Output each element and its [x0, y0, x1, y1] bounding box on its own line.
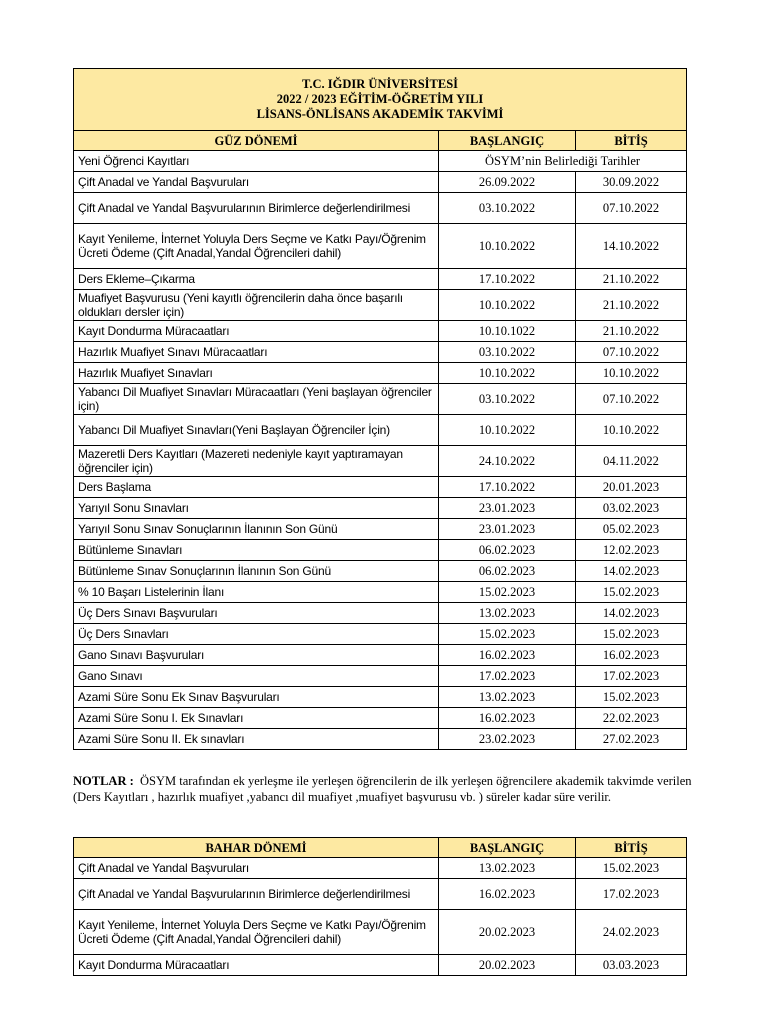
end-header: BİTİŞ	[576, 131, 687, 151]
title-row	[74, 69, 687, 131]
event-label: Yabancı Dil Muafiyet Sınavları Müracaatları (Yeni başlayan öğrenciler için)	[74, 384, 439, 415]
table-row	[74, 342, 687, 363]
start-date: 13.02.2023	[439, 687, 576, 708]
start-date: 17.02.2023	[439, 666, 576, 687]
table-row	[74, 415, 687, 446]
table-row	[74, 955, 687, 976]
event-label: Üç Ders Sınavı Başvuruları	[74, 603, 439, 624]
table-row	[74, 224, 687, 269]
event-label: Kayıt Yenileme, İnternet Yoluyla Ders Seçme ve Katkı Payı/Öğrenim Ücreti Ödeme (Çift Anadal,Yandal Öğrencileri dahil)	[74, 910, 439, 955]
end-date: 15.02.2023	[576, 858, 687, 879]
table-row	[74, 446, 687, 477]
start-date: 16.02.2023	[439, 879, 576, 910]
notes-label: NOTLAR :	[73, 774, 134, 788]
start-date: 15.02.2023	[439, 582, 576, 603]
start-date: 13.02.2023	[439, 858, 576, 879]
start-date: 23.01.2023	[439, 498, 576, 519]
event-label: Kayıt Dondurma Müracaatları	[74, 321, 439, 342]
academic-year: 2022 / 2023 EĞİTİM-ÖĞRETİM YILI	[276, 92, 484, 106]
event-label: Azami Süre Sonu I. Ek Sınavları	[74, 708, 439, 729]
university-name: T.C. IĞDIR ÜNİVERSİTESİ	[301, 77, 459, 91]
end-date: 04.11.2022	[576, 446, 687, 477]
start-date: 23.01.2023	[439, 519, 576, 540]
event-label: Muafiyet Başvurusu (Yeni kayıtlı öğrencilerin daha önce başarılı oldukları dersler için)	[74, 290, 439, 321]
table-row	[74, 858, 687, 879]
start-date: 15.02.2023	[439, 624, 576, 645]
spring-calendar-table	[73, 837, 687, 976]
table-row	[74, 151, 687, 172]
table-row	[74, 624, 687, 645]
table-row	[74, 269, 687, 290]
event-label: Azami Süre Sonu Ek Sınav Başvuruları	[74, 687, 439, 708]
event-label: Üç Ders Sınavları	[74, 624, 439, 645]
event-label: Kayıt Yenileme, İnternet Yoluyla Ders Seçme ve Katkı Payı/Öğrenim Ücreti Ödeme (Çift Anadal,Yandal Öğrencileri dahil)	[74, 224, 439, 269]
event-label: % 10 Başarı Listelerinin İlanı	[74, 582, 439, 603]
start-date: 20.02.2023	[439, 955, 576, 976]
table-row	[74, 687, 687, 708]
start-date: 10.10.2022	[439, 363, 576, 384]
end-date: 14.02.2023	[576, 603, 687, 624]
start-date: 03.10.2022	[439, 384, 576, 415]
event-label: Hazırlık Muafiyet Sınavı Müracaatları	[74, 342, 439, 363]
end-date: 20.01.2023	[576, 477, 687, 498]
end-date: 27.02.2023	[576, 729, 687, 750]
end-date: 17.02.2023	[576, 879, 687, 910]
start-date: 16.02.2023	[439, 645, 576, 666]
start-date: 26.09.2022	[439, 172, 576, 193]
table-row	[74, 561, 687, 582]
table-row	[74, 519, 687, 540]
spring-term-header: BAHAR DÖNEMİ	[74, 838, 439, 858]
event-label: Ders Başlama	[74, 477, 439, 498]
end-date: 07.10.2022	[576, 342, 687, 363]
start-date: 03.10.2022	[439, 193, 576, 224]
end-date: 05.02.2023	[576, 519, 687, 540]
event-label: Azami Süre Sonu II. Ek sınavları	[74, 729, 439, 750]
notes-text: ÖSYM tarafından ek yerleşme ile yerleşen öğrencilerin de ilk yerleşen öğrencilere akademik takvimde verilen (Ders Kayıtları , hazırlık muafiyet ,yabancı dil muafiyet ,muafiyet başvurusu vb. ) süreler kadar süre verilir.	[73, 774, 692, 804]
event-label: Yeni Öğrenci Kayıtları	[74, 151, 439, 172]
table-row	[74, 477, 687, 498]
end-date: 03.03.2023	[576, 955, 687, 976]
table-row	[74, 540, 687, 561]
fall-term-header: GÜZ DÖNEMİ	[74, 131, 439, 151]
table-row	[74, 910, 687, 955]
start-date: 10.10.1022	[439, 321, 576, 342]
table-row	[74, 193, 687, 224]
merged-date-note: ÖSYM’nin Belirlediği Tarihler	[439, 151, 687, 172]
start-date: 06.02.2023	[439, 540, 576, 561]
table-row	[74, 290, 687, 321]
table-row	[74, 363, 687, 384]
start-date: 10.10.2022	[439, 224, 576, 269]
end-date: 12.02.2023	[576, 540, 687, 561]
start-header: BAŞLANGIÇ	[439, 131, 576, 151]
end-date: 24.02.2023	[576, 910, 687, 955]
end-header: BİTİŞ	[576, 838, 687, 858]
event-label: Gano Sınavı	[74, 666, 439, 687]
event-label: Kayıt Dondurma Müracaatları	[74, 955, 439, 976]
table-row	[74, 582, 687, 603]
start-header: BAŞLANGIÇ	[439, 838, 576, 858]
table-row	[74, 603, 687, 624]
start-date: 10.10.2022	[439, 415, 576, 446]
end-date: 10.10.2022	[576, 415, 687, 446]
event-label: Ders Ekleme–Çıkarma	[74, 269, 439, 290]
end-date: 14.10.2022	[576, 224, 687, 269]
end-date: 21.10.2022	[576, 269, 687, 290]
end-date: 21.10.2022	[576, 321, 687, 342]
document-title	[74, 69, 687, 131]
end-date: 17.02.2023	[576, 666, 687, 687]
fall-header-row	[74, 131, 687, 151]
table-row	[74, 172, 687, 193]
table-row	[74, 729, 687, 750]
end-date: 03.02.2023	[576, 498, 687, 519]
fall-calendar-table	[73, 68, 687, 750]
event-label: Yabancı Dil Muafiyet Sınavları(Yeni Başlayan Öğrenciler İçin)	[74, 415, 439, 446]
start-date: 10.10.2022	[439, 290, 576, 321]
spring-header-row	[74, 838, 687, 858]
table-row	[74, 708, 687, 729]
start-date: 17.10.2022	[439, 269, 576, 290]
end-date: 22.02.2023	[576, 708, 687, 729]
start-date: 17.10.2022	[439, 477, 576, 498]
table-row	[74, 879, 687, 910]
start-date: 20.02.2023	[439, 910, 576, 955]
end-date: 07.10.2022	[576, 193, 687, 224]
table-row	[74, 498, 687, 519]
table-row	[74, 384, 687, 415]
event-label: Yarıyıl Sonu Sınavları	[74, 498, 439, 519]
event-label: Gano Sınavı Başvuruları	[74, 645, 439, 666]
event-label: Çift Anadal ve Yandal Başvuruları	[74, 858, 439, 879]
event-label: Çift Anadal ve Yandal Başvuruları	[74, 172, 439, 193]
end-date: 30.09.2022	[576, 172, 687, 193]
event-label: Çift Anadal ve Yandal Başvurularının Birimlerce değerlendirilmesi	[74, 193, 439, 224]
calendar-title: LİSANS-ÖNLİSANS AKADEMİK TAKVİMİ	[256, 107, 504, 121]
start-date: 13.02.2023	[439, 603, 576, 624]
end-date: 15.02.2023	[576, 687, 687, 708]
event-label: Mazeretli Ders Kayıtları (Mazereti nedeniyle kayıt yaptıramayan öğrenciler için)	[74, 446, 439, 477]
event-label: Hazırlık Muafiyet Sınavları	[74, 363, 439, 384]
event-label: Çift Anadal ve Yandal Başvurularının Birimlerce değerlendirilmesi	[74, 879, 439, 910]
table-row	[74, 321, 687, 342]
end-date: 10.10.2022	[576, 363, 687, 384]
event-label: Yarıyıl Sonu Sınav Sonuçlarının İlanının Son Günü	[74, 519, 439, 540]
end-date: 16.02.2023	[576, 645, 687, 666]
start-date: 03.10.2022	[439, 342, 576, 363]
end-date: 07.10.2022	[576, 384, 687, 415]
end-date: 14.02.2023	[576, 561, 687, 582]
table-row	[74, 645, 687, 666]
start-date: 06.02.2023	[439, 561, 576, 582]
start-date: 23.02.2023	[439, 729, 576, 750]
table-row	[74, 666, 687, 687]
end-date: 15.02.2023	[576, 582, 687, 603]
start-date: 24.10.2022	[439, 446, 576, 477]
start-date: 16.02.2023	[439, 708, 576, 729]
event-label: Bütünleme Sınav Sonuçlarının İlanının Son Günü	[74, 561, 439, 582]
event-label: Bütünleme Sınavları	[74, 540, 439, 561]
end-date: 21.10.2022	[576, 290, 687, 321]
end-date: 15.02.2023	[576, 624, 687, 645]
notes-paragraph	[73, 774, 693, 805]
